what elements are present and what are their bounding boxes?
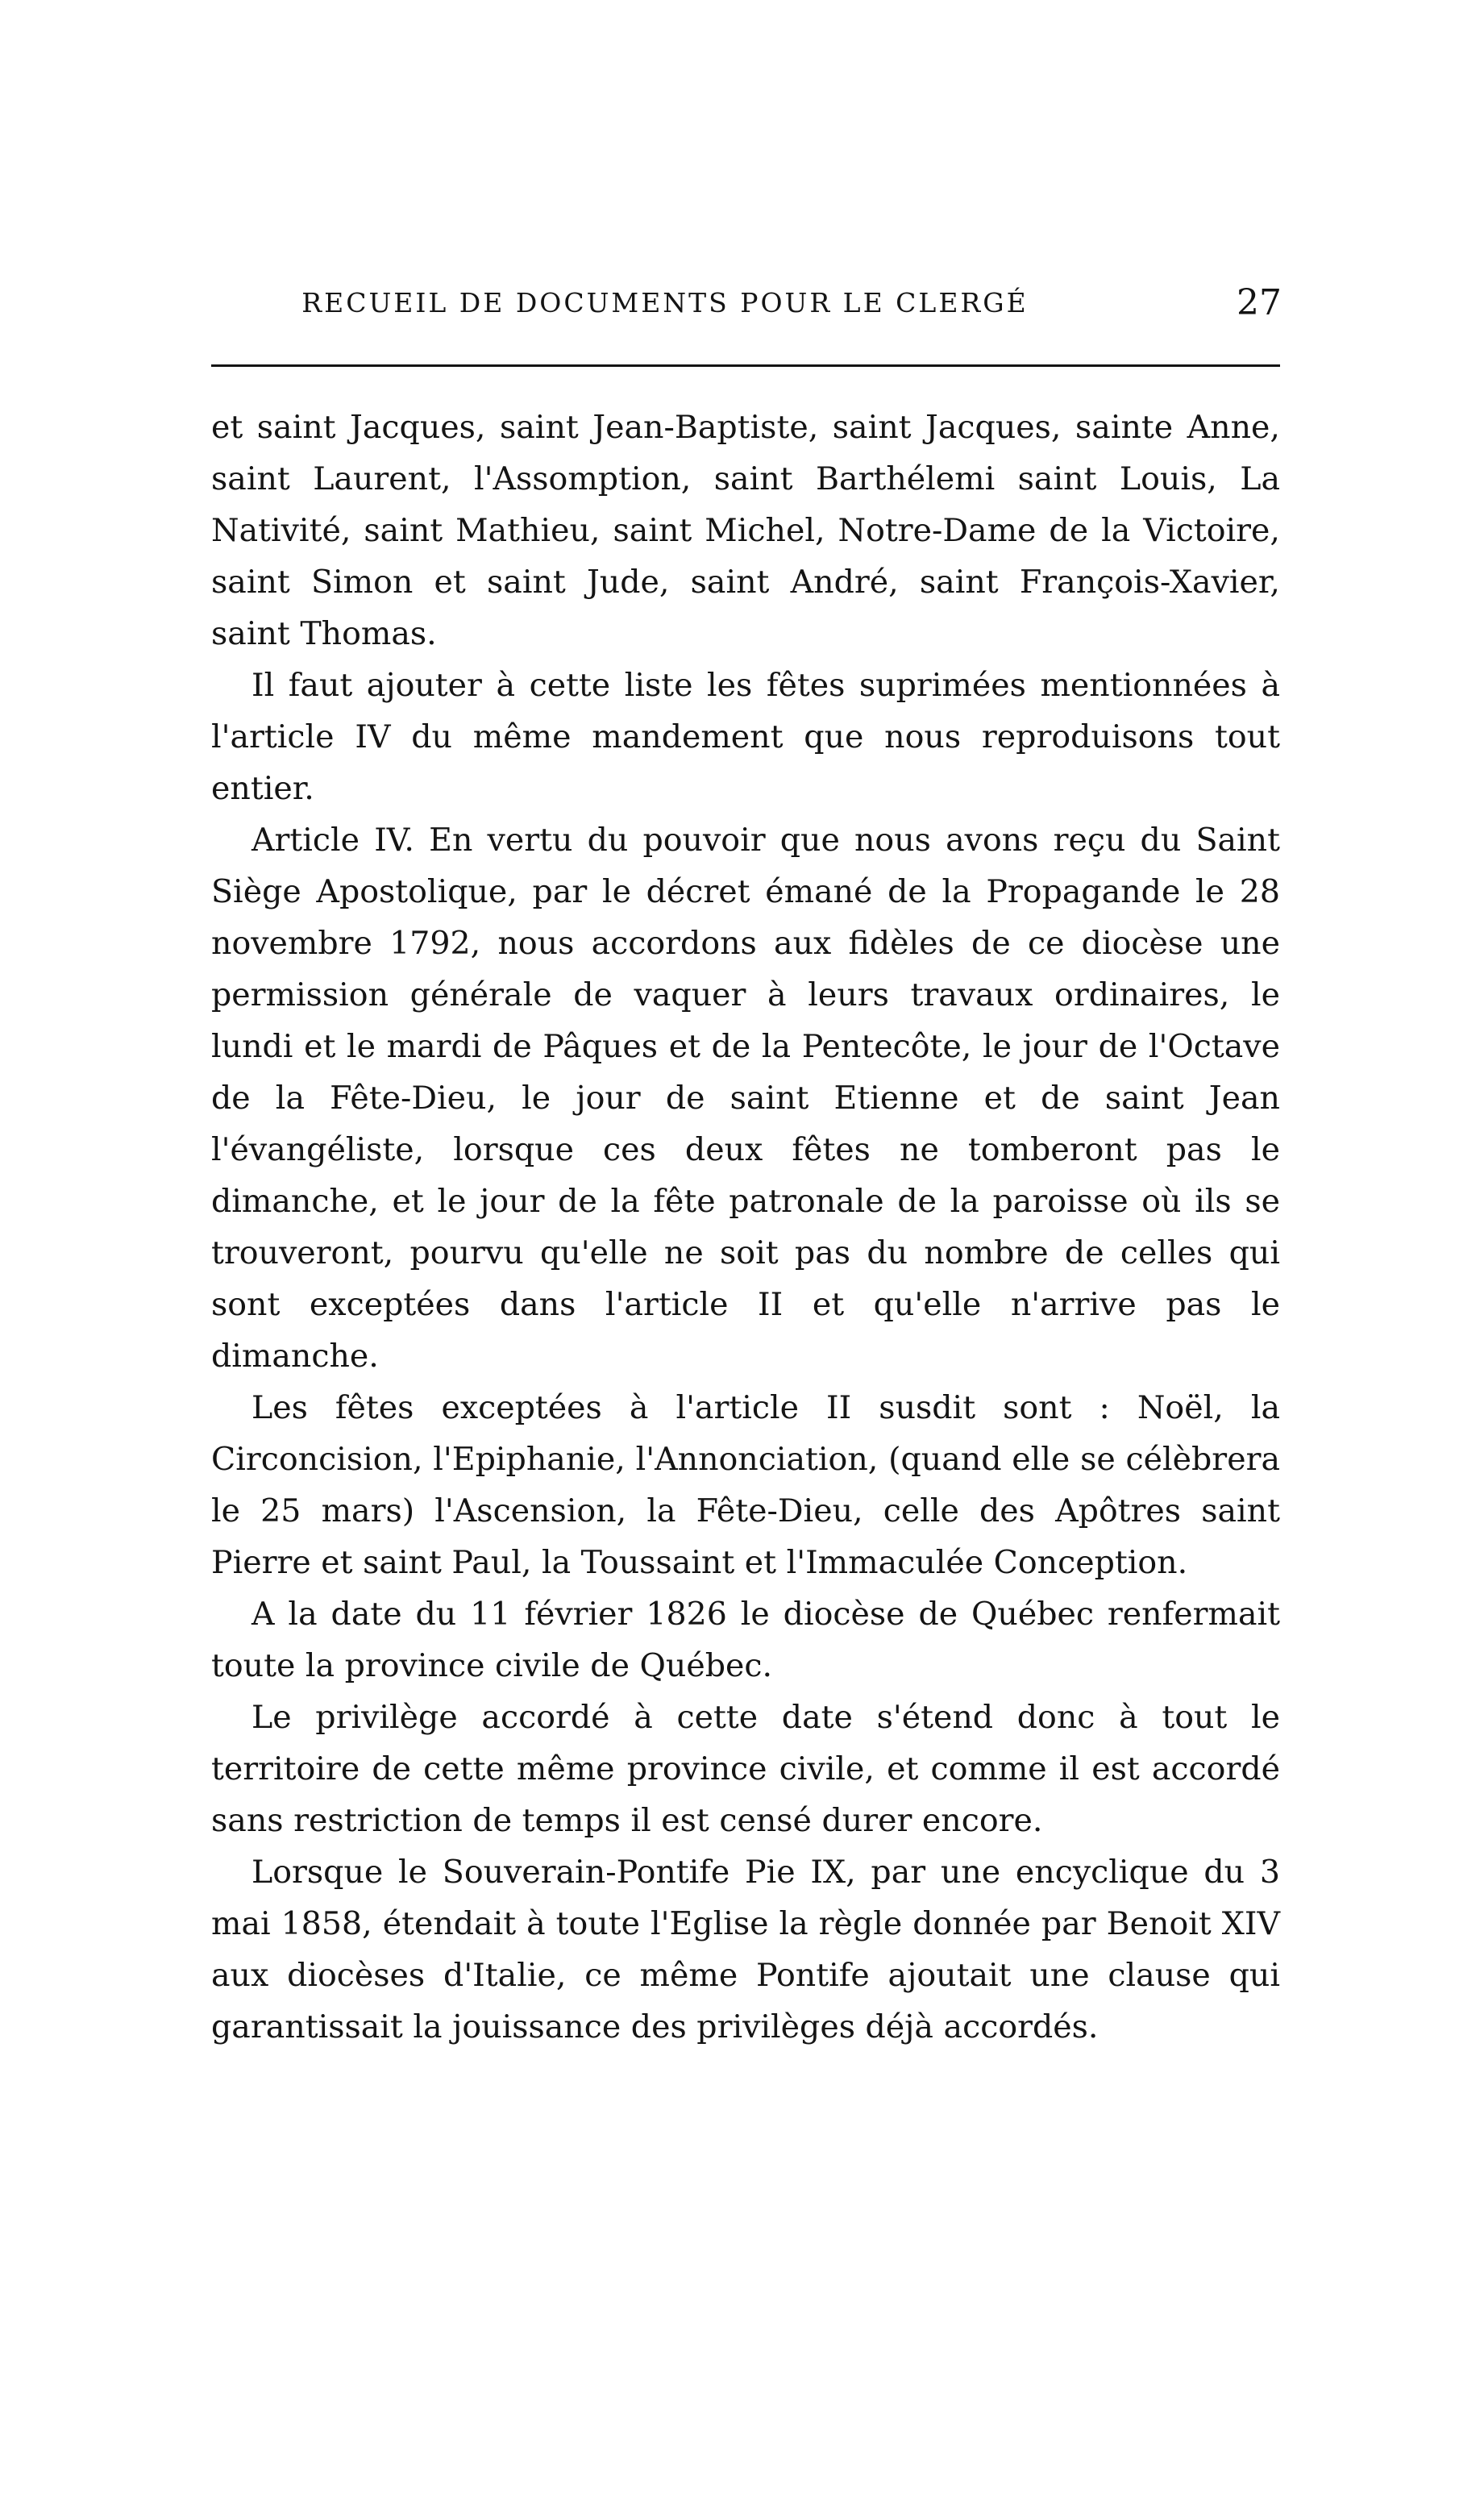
paragraph: Le privilège accordé à cette date s'étend donc à tout le territoire de cette même province civile, et comme il est accordé sans restriction de temps il est censé durer encore. (211, 1699, 1280, 1839)
running-title: RECUEIL DE DOCUMENTS POUR LE CLERGÉ (301, 287, 1029, 318)
paragraph-article-iv: Article IV. En vertu du pouvoir que nous avons reçu du Saint Siège Apostolique, par le décret émané de la Propagande le 28 novembre 1792, nous accordons aux fidèles de ce diocèse une permission générale de vaquer à leurs travaux ordinaires, le lundi et le mardi de Pâques et de la Pentecôte, le jour de l'Octave de la Fête-Dieu, le jour de saint Etienne et de saint Jean l'évangéliste, lorsque ces deux fêtes ne tomberont pas le dimanche, et le jour de la fête patronale de la paroisse où ils se trouveront, pourvu qu'elle ne soit pas du nombre de celles qui sont exceptées dans l'article II et qu'elle n'arrive pas le dimanche. (211, 822, 1280, 1375)
body-text (211, 402, 1280, 2053)
paragraph: Lorsque le Souverain-Pontife Pie IX, par une encyclique du 3 mai 1858, étendait à toute l'Eglise la règle donnée par Benoit XIV aux diocèses d'Italie, ce même Pontife ajoutait une clause qui garantissait la jouissance des privilèges déjà accordés. (211, 1854, 1280, 2045)
page-number: 27 (1237, 282, 1282, 323)
paragraph-continuation: et saint Jacques, saint Jean-Baptiste, saint Jacques, sainte Anne, saint Laurent, l'Assomption, saint Barthélemi saint Louis, La Nativité, saint Mathieu, saint Michel, Notre-Dame de la Victoire, saint Simon et saint Jude, saint André, saint François-Xavier, saint Thomas. (211, 409, 1280, 652)
paragraph: Il faut ajouter à cette liste les fêtes suprimées mentionnées à l'article IV du même mandement que nous reproduisons tout entier. (211, 667, 1280, 807)
running-head (210, 279, 1282, 327)
paragraph: Les fêtes exceptées à l'article II susdit sont : Noël, la Circoncision, l'Epiphanie, l'Annonciation, (quand elle se célèbrera le 25 mars) l'Ascension, la Fête-Dieu, celle des Apôtres saint Pierre et saint Paul, la Toussaint et l'Immaculée Conception. (211, 1389, 1280, 1581)
header-rule (211, 364, 1280, 367)
paragraph: A la date du 11 février 1826 le diocèse de Québec renfermait toute la province civile de Québec. (211, 1596, 1280, 1684)
